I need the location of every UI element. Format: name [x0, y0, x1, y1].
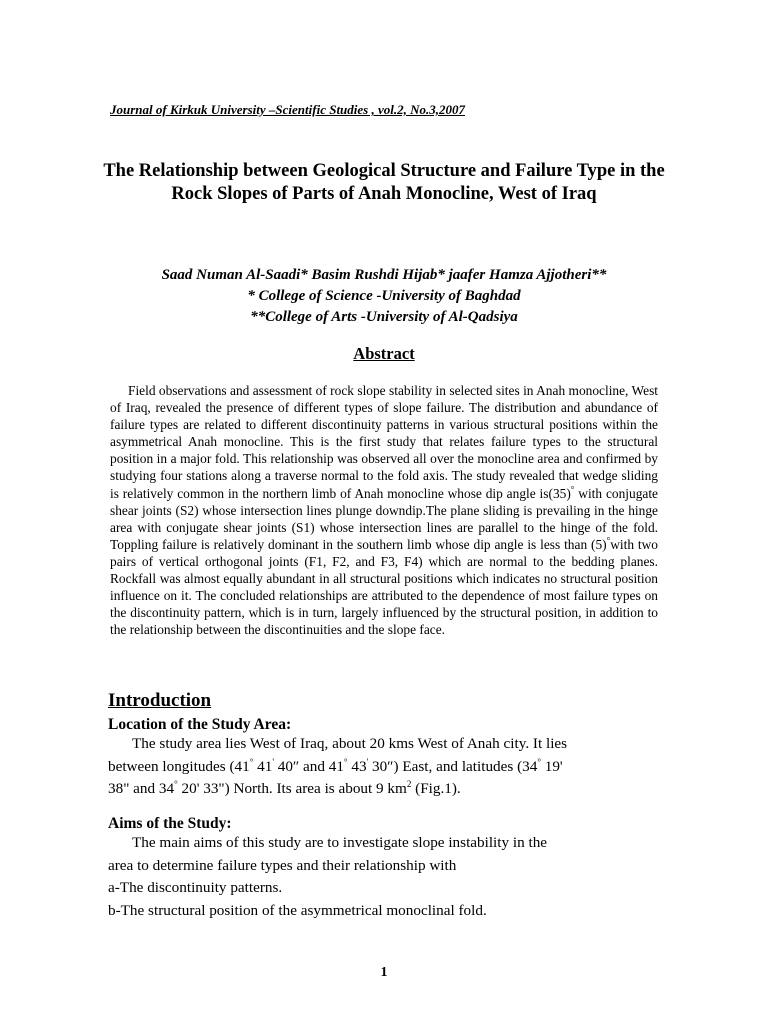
abstract-paragraph — [110, 382, 658, 638]
author-names: Saad Numan Al-Saadi* Basim Rushdi Hijab* jaafer Hamza Ajjotheri** — [161, 267, 607, 283]
degree-superscript: ° — [606, 535, 611, 546]
aims-list-item: b-The structural position of the asymmetrical monoclinal fold. — [108, 901, 487, 919]
affiliation-qadsiya: **College of Arts -University of Al-Qadsiya — [250, 309, 518, 325]
abstract-heading: Abstract — [353, 344, 415, 363]
degree-superscript: ° — [570, 484, 575, 495]
abstract-text-part1: Field observations and assessment of rock slope stability in selected sites in Anah monocline, West of Iraq, revealed the presence of different types of slope failure. The distribution and abundance of failure types are related to different discontinuity patterns in various structural positions within the asymmetrical Anah monocline. This is the first study that relates failure types to the structural position in a major fold. This relationship was observed all over the monocline area and confirmed by studying four stations along a traverse normal to the fold axis. The study revealed that wedge sliding is relatively common in the northern limb of Anah monocline whose dip angle is(35) — [110, 383, 658, 501]
abstract-text-part3: with two pairs of vertical orthogonal joints (F1, F2, and F3, F4) which are normal to the bedding planes. Rockfall was almost equally abundant in all structural positions which indicates no structural position influence on it. The concluded relationships are attributed to the dependence of most failure types on the discontinuity pattern, which is in turn, largely influenced by the structural position, in addition to the relationship between the discontinuities and the slope face. — [110, 536, 658, 638]
aims-line: area to determine failure types and their relationship with — [108, 856, 457, 874]
location-line: between longitudes (41° 41' 40″ and 41° 43' 30″) East, and latitudes (34° 19' — [108, 756, 563, 775]
location-paragraph — [108, 733, 658, 801]
location-heading: Location of the Study Area: — [108, 716, 292, 733]
aims-line: The main aims of this study are to investigate slope instability in the — [132, 834, 548, 851]
journal-header: Journal of Kirkuk University –Scientific Studies , vol.2, No.3,2007 — [110, 102, 465, 117]
author-block — [100, 265, 668, 328]
aims-heading: Aims of the Study: — [108, 815, 232, 832]
location-line: The study area lies West of Iraq, about 20 kms West of Anah city. It lies — [132, 735, 568, 752]
affiliation-baghdad: * College of Science -University of Baghdad — [247, 288, 521, 304]
page-number: 1 — [380, 965, 388, 980]
abstract-text-part2: with conjugate shear joints (S2) whose intersection lines plunge downdip.The plane sliding is prevailing in the hinge area with conjugate shear joints (S1) whose intersection lines are parallel to the hinge of the fold. Toppling failure is relatively dominant in the southern limb whose dip angle is less than (5) — [110, 485, 658, 552]
aims-list-item: a-The discontinuity patterns. — [108, 879, 283, 896]
paper-title: The Relationship between Geological Structure and Failure Type in the Rock Slopes of Parts of Anah Monocline, West of Iraq — [103, 161, 665, 204]
aims-paragraph — [108, 832, 658, 922]
introduction-heading: Introduction — [108, 690, 212, 711]
location-line: 38" and 34° 20' 33") North. Its area is about 9 $km^2$ (Fig.1). — [108, 778, 461, 797]
